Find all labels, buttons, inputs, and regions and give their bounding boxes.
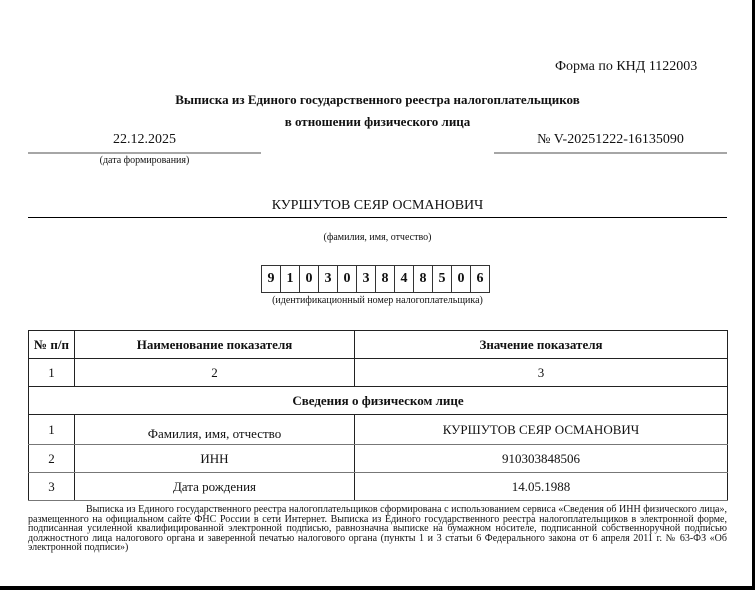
- table-row: [29, 415, 728, 445]
- date-caption: (дата формирования): [99, 155, 190, 166]
- section-title: Сведения о физическом лице: [29, 387, 728, 415]
- section-row: [29, 387, 728, 415]
- inn-digit: 3: [357, 265, 376, 293]
- column-number: 3: [355, 359, 728, 387]
- inn-digit: 0: [452, 265, 471, 293]
- inn-digit: 0: [338, 265, 357, 293]
- row-label: Дата рождения: [75, 473, 355, 501]
- column-header-number: № п/п: [29, 331, 75, 359]
- inn-digit: 8: [414, 265, 433, 293]
- document-title-line2: в отношении физического лица: [284, 114, 471, 129]
- row-value: КУРШУТОВ СЕЯР ОСМАНОВИЧ: [355, 415, 728, 445]
- page-edge-bottom: [0, 586, 755, 590]
- row-value: 14.05.1988: [355, 473, 728, 501]
- inn-digit: 1: [281, 265, 300, 293]
- inn-caption: (идентификационный номер налогоплательщика): [272, 295, 483, 306]
- details-table: [28, 330, 728, 501]
- inn-digit-boxes: [261, 265, 490, 293]
- table-row: [29, 445, 728, 473]
- form-code: Форма по КНД 1122003: [555, 59, 698, 74]
- document-number: № V-20251222-16135090: [537, 132, 684, 147]
- column-number: 1: [29, 359, 75, 387]
- inn-digit: 4: [395, 265, 414, 293]
- column-header-name: Наименование показателя: [75, 331, 355, 359]
- inn-digit: 0: [300, 265, 319, 293]
- row-value: 910303848506: [355, 445, 728, 473]
- row-label: Фамилия, имя, отчество: [75, 415, 355, 445]
- row-number: 3: [29, 473, 75, 501]
- legal-footnote: Выписка из Единого государственного реестра налогоплательщиков сформирована с использованием сервиса «Сведения об ИНН физического лица», размещенного на официальном сайте ФНС России в сети Интернет. Выписка из Единого государственного реестра налогоплательщиков в электронной форме, подписанная усиленной квалифицированной электронной подписью, равнозначна выписке на бумажном носителе, подписанной собственноручной подписью должностного лица налогового органа и заверенной печатью налогового органа (пункты 1 и 3 статьи 6 Федерального закона от 6 апреля 2011 г. № 63-ФЗ «Об электронной подписи»): [28, 504, 727, 554]
- inn-digit: 3: [319, 265, 338, 293]
- column-header-value: Значение показателя: [355, 331, 728, 359]
- document-title-line1: Выписка из Единого государственного реестра налогоплательщиков: [175, 92, 580, 107]
- name-caption: (фамилия, имя, отчество): [323, 232, 432, 243]
- inn-digit: 6: [471, 265, 490, 293]
- inn-digit: 5: [433, 265, 452, 293]
- column-number: 2: [75, 359, 355, 387]
- person-full-name: КУРШУТОВ СЕЯР ОСМАНОВИЧ: [271, 198, 484, 213]
- formation-date: 22.12.2025: [113, 132, 176, 147]
- name-underline: [28, 217, 727, 218]
- table-header-row: [29, 331, 728, 359]
- inn-digit: 9: [262, 265, 281, 293]
- row-number: 1: [29, 415, 75, 445]
- column-numbering-row: [29, 359, 728, 387]
- date-underline: [28, 152, 261, 154]
- inn-digit: 8: [376, 265, 395, 293]
- table-row: [29, 473, 728, 501]
- row-label: ИНН: [75, 445, 355, 473]
- number-underline: [494, 152, 727, 154]
- row-number: 2: [29, 445, 75, 473]
